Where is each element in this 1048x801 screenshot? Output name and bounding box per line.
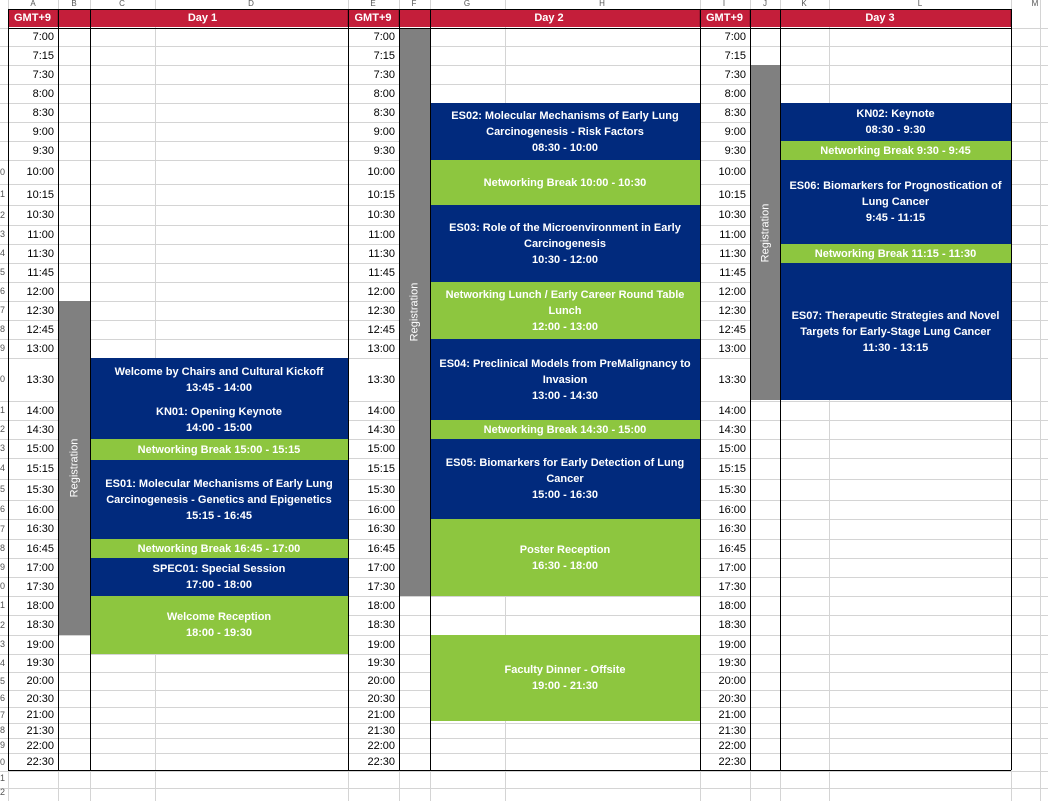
session-title: Networking Break 10:00 - 10:30 (483, 176, 647, 189)
session-time: 15:15 - 16:45 (185, 509, 253, 522)
row-number: 3 (0, 639, 6, 649)
column-border (348, 9, 349, 770)
row-number: 6 (0, 693, 6, 703)
day2-session-block[interactable] (430, 205, 700, 282)
time-slot: 12:45 (367, 323, 395, 336)
day2-session-block[interactable] (430, 339, 700, 420)
row-number: 7 (0, 524, 6, 534)
row-number: 5 (0, 267, 6, 277)
time-slot: 16:45 (367, 542, 395, 555)
column-letter: I (722, 0, 726, 8)
session-title: Welcome Reception (166, 611, 272, 623)
time-slot: 17:00 (718, 561, 746, 574)
time-slot: 7:15 (724, 49, 746, 62)
row-number: 6 (0, 504, 6, 514)
time-slot: 11:30 (27, 247, 54, 260)
time-slot: 12:00 (367, 285, 395, 298)
time-slot: 21:00 (367, 709, 395, 721)
day3-session-block[interactable] (780, 160, 1011, 244)
session-time: 14:00 - 15:00 (185, 422, 253, 434)
session-title: ES03: Role of the Microenvironment in Early Carcinogenesis (449, 221, 681, 250)
row-border (8, 9, 1011, 10)
time-slot: 9:30 (32, 144, 54, 157)
row-border (8, 28, 1011, 29)
time-slot: 15:15 (26, 462, 54, 475)
day3-session-block[interactable] (780, 103, 1011, 141)
day1-session-block[interactable] (90, 401, 348, 439)
session-title: Poster Reception (519, 543, 611, 556)
header-gmt-day1: GMT+9 (8, 9, 58, 27)
column-letter: D (248, 0, 254, 8)
time-slot: 9:30 (724, 144, 746, 157)
time-slot: 20:30 (367, 692, 395, 705)
session-time: 16:30 - 18:00 (531, 559, 599, 572)
row-number: 8 (0, 543, 6, 553)
session-time: 18:00 - 19:30 (185, 627, 253, 639)
column-border (700, 9, 701, 770)
time-slot: 21:30 (718, 724, 746, 737)
time-slot: 9:00 (724, 125, 746, 138)
registration-label: Registration (759, 203, 772, 262)
session-title: ES01: Molecular Mechanisms of Early Lung Carcinogenesis - Genetics and Epigenetics (105, 477, 333, 506)
row-number: 2 (0, 424, 6, 434)
column-border (58, 9, 59, 770)
time-slot: 14:00 (26, 404, 54, 417)
day3-session-block[interactable] (780, 263, 1011, 400)
row-number: 0 (0, 581, 6, 591)
time-slot: 20:00 (26, 675, 54, 687)
session-time: 15:00 - 16:30 (531, 489, 599, 501)
time-slot: 18:00 (26, 599, 54, 612)
time-slot: 18:30 (367, 619, 395, 631)
column-border (399, 9, 400, 770)
time-slot: 7:30 (373, 68, 395, 81)
time-slot: 22:30 (26, 756, 54, 768)
time-slot: 18:30 (718, 619, 746, 631)
header-day2: Day 2 (399, 9, 700, 27)
row-number: 9 (0, 740, 6, 750)
time-slot: 8:30 (32, 106, 54, 119)
day2-session-block[interactable] (430, 420, 700, 439)
time-slot: 7:00 (32, 31, 54, 43)
column-letter: K (801, 0, 807, 8)
session-title: KN01: Opening Keynote (156, 406, 282, 418)
column-letter: M (1031, 0, 1039, 8)
session-title: Welcome by Chairs and Cultural Kickoff (114, 365, 324, 378)
time-slot: 8:30 (373, 106, 395, 119)
time-slot: 17:30 (26, 580, 54, 593)
day2-session-block[interactable] (430, 103, 700, 160)
time-slot: 19:30 (718, 657, 746, 669)
registration-bar (399, 28, 430, 596)
day2-session-block[interactable] (430, 160, 700, 205)
column-border (8, 9, 9, 770)
time-slot: 20:30 (718, 692, 746, 705)
time-slot: 15:00 (367, 442, 395, 455)
header-gmt-day2: GMT+9 (348, 9, 399, 27)
column-border (750, 9, 751, 770)
row-number: 4 (0, 463, 6, 473)
session-time: 19:00 - 21:30 (531, 680, 599, 692)
time-slot: 13:30 (718, 373, 746, 386)
time-slot: 15:30 (718, 483, 746, 496)
time-slot: 16:30 (26, 523, 54, 535)
time-slot: 19:00 (718, 638, 746, 651)
time-slot: 12:00 (26, 285, 54, 298)
row-number: 1 (0, 773, 6, 783)
header-gmt-day3: GMT+9 (700, 9, 750, 27)
time-slot: 12:00 (718, 285, 746, 298)
time-slot: 17:30 (718, 580, 746, 593)
time-slot: 20:30 (26, 692, 54, 705)
time-slot: 14:30 (718, 423, 746, 436)
time-slot: 15:30 (26, 483, 54, 496)
time-slot: 13:30 (26, 373, 54, 386)
session-time: 08:30 - 10:00 (531, 141, 599, 154)
time-slot: 15:30 (367, 483, 395, 496)
column-letter: H (599, 0, 605, 8)
row-number: 0 (0, 374, 6, 384)
time-slot: 7:15 (373, 49, 395, 62)
session-title: Networking Break 16:45 - 17:00 (137, 542, 301, 555)
day2-session-block[interactable] (430, 635, 700, 721)
row-number: 5 (0, 676, 6, 686)
day1-session-block[interactable] (90, 460, 348, 539)
time-slot: 16:00 (367, 503, 395, 516)
time-slot: 8:00 (32, 87, 54, 100)
session-title: ES07: Therapeutic Strategies and Novel Targets for Early-Stage Lung Cancer (791, 309, 1000, 338)
column-border (1011, 9, 1012, 770)
time-slot: 10:15 (718, 188, 746, 201)
time-slot: 9:00 (373, 125, 395, 138)
session-title: Networking Break 14:30 - 15:00 (483, 423, 647, 436)
time-slot: 21:30 (26, 724, 54, 737)
session-title: Networking Break 15:00 - 15:15 (137, 443, 301, 456)
time-slot: 14:00 (718, 404, 746, 417)
row-number: 8 (0, 324, 6, 334)
column-letter: L (917, 0, 923, 8)
column-letter: B (71, 0, 77, 8)
session-title: ES04: Preclinical Models from PreMalignancy to Invasion (439, 357, 691, 386)
session-title: Networking Break 11:15 - 11:30 (814, 247, 977, 260)
row-number: 7 (0, 710, 6, 720)
column-border (780, 9, 781, 770)
session-title: ES05: Biomarkers for Early Detection of Lung Cancer (445, 457, 685, 485)
time-slot: 7:00 (724, 31, 746, 43)
time-slot: 21:00 (718, 709, 746, 721)
time-slot: 22:00 (718, 739, 746, 752)
session-time: 13:45 - 14:00 (185, 381, 253, 394)
time-slot: 7:15 (32, 49, 54, 62)
time-slot: 20:00 (718, 675, 746, 687)
time-slot: 14:00 (367, 404, 395, 417)
time-slot: 10:00 (718, 166, 746, 178)
time-slot: 22:30 (367, 756, 395, 768)
time-slot: 12:45 (26, 323, 54, 336)
time-slot: 12:30 (718, 304, 746, 317)
row-number: 0 (0, 167, 6, 177)
row-number: 2 (0, 787, 6, 797)
day2-session-block[interactable] (430, 282, 700, 339)
time-slot: 18:30 (26, 619, 54, 631)
day2-session-block[interactable] (430, 439, 700, 519)
time-slot: 13:30 (367, 373, 395, 386)
time-slot: 19:00 (26, 638, 54, 651)
time-slot: 17:00 (367, 561, 395, 574)
row-number: 9 (0, 343, 6, 353)
row-number: 1 (0, 600, 6, 610)
time-slot: 19:00 (367, 638, 395, 651)
time-slot: 10:00 (26, 166, 54, 178)
row-number: 4 (0, 658, 6, 668)
time-slot: 11:45 (368, 266, 395, 279)
row-number: 1 (0, 189, 6, 199)
time-slot: 11:00 (27, 228, 54, 241)
day3-session-block[interactable] (780, 244, 1011, 263)
time-slot: 11:00 (368, 228, 395, 241)
session-title: KN02: Keynote (856, 108, 935, 120)
row-number: 7 (0, 305, 6, 315)
column-letter: F (411, 0, 417, 8)
day2-session-block[interactable] (430, 519, 700, 596)
time-slot: 13:00 (367, 342, 395, 355)
session-title: ES02: Molecular Mechanisms of Early Lung Carcinogenesis - Risk Factors (451, 109, 679, 138)
column-border (90, 9, 91, 770)
time-slot: 10:00 (367, 166, 395, 178)
time-slot: 12:30 (367, 304, 395, 317)
row-number: 6 (0, 286, 6, 296)
time-slot: 22:00 (26, 739, 54, 752)
row-number: 3 (0, 443, 6, 453)
time-slot: 14:30 (26, 423, 54, 436)
time-slot: 17:30 (367, 580, 395, 593)
time-slot: 16:45 (718, 542, 746, 555)
time-slot: 11:30 (719, 247, 746, 260)
day1-session-block[interactable] (90, 558, 348, 596)
row-number: 0 (0, 757, 6, 767)
time-slot: 16:30 (367, 523, 395, 535)
time-slot: 19:30 (26, 657, 54, 669)
registration-bar (750, 65, 780, 400)
time-slot: 7:30 (32, 68, 54, 81)
time-slot: 20:00 (367, 675, 395, 687)
time-slot: 7:00 (373, 31, 395, 43)
time-slot: 11:45 (719, 266, 746, 279)
column-letter: C (119, 0, 125, 8)
column-letter: G (463, 0, 471, 8)
time-slot: 21:30 (367, 724, 395, 737)
time-slot: 16:30 (718, 523, 746, 535)
time-slot: 10:30 (367, 209, 395, 221)
registration-label: Registration (68, 438, 81, 498)
row-number: 3 (0, 229, 6, 239)
time-slot: 8:00 (373, 87, 395, 100)
time-slot: 10:30 (718, 209, 746, 221)
session-time: 11:30 - 13:15 (862, 341, 929, 354)
time-slot: 8:30 (724, 106, 746, 119)
row-number: 1 (0, 405, 6, 415)
time-slot: 19:30 (367, 657, 395, 669)
day1-session-block[interactable] (90, 596, 348, 654)
registration-label: Registration (408, 282, 421, 342)
session-title: SPEC01: Special Session (152, 563, 286, 575)
time-slot: 15:00 (26, 442, 54, 455)
day3-session-block[interactable] (780, 141, 1011, 160)
time-slot: 13:00 (26, 342, 54, 355)
time-slot: 11:30 (368, 247, 395, 260)
row-number: 2 (0, 210, 6, 220)
column-letter: E (370, 0, 376, 8)
time-slot: 11:00 (719, 228, 746, 241)
session-time: 17:00 - 18:00 (185, 579, 253, 591)
column-border (430, 9, 431, 770)
time-slot: 16:00 (718, 503, 746, 516)
time-slot: 15:00 (718, 442, 746, 455)
session-time: 9:45 - 11:15 (865, 212, 926, 224)
session-title: ES06: Biomarkers for Prognostication of Lung Cancer (789, 180, 1002, 208)
time-slot: 13:00 (718, 342, 746, 355)
time-slot: 22:30 (718, 756, 746, 768)
day1-session-block[interactable] (90, 539, 348, 558)
time-slot: 10:15 (26, 188, 54, 201)
day1-session-block[interactable] (90, 358, 348, 401)
registration-bar (58, 301, 90, 635)
time-slot: 12:45 (718, 323, 746, 336)
time-slot: 10:30 (26, 209, 54, 221)
time-slot: 22:00 (367, 739, 395, 752)
session-title: Faculty Dinner - Offsite (504, 664, 626, 676)
time-slot: 15:15 (367, 462, 395, 475)
session-time: 10:30 - 12:00 (531, 253, 599, 266)
time-slot: 11:45 (27, 266, 54, 279)
time-slot: 12:30 (26, 304, 54, 317)
row-border (8, 770, 1011, 771)
time-slot: 16:00 (26, 503, 54, 516)
time-slot: 9:00 (32, 125, 54, 138)
row-number: 9 (0, 562, 6, 572)
session-title: Networking Lunch / Early Career Round Table Lunch (445, 288, 685, 317)
time-slot: 10:15 (367, 188, 395, 201)
session-time: 08:30 - 9:30 (865, 124, 926, 136)
time-slot: 7:30 (724, 68, 746, 81)
column-letter: A (30, 0, 36, 8)
session-time: 12:00 - 13:00 (531, 320, 599, 333)
day1-session-block[interactable] (90, 439, 348, 460)
row-number: 2 (0, 620, 6, 630)
row-number: 8 (0, 725, 6, 735)
time-slot: 18:00 (718, 599, 746, 612)
time-slot: 14:30 (367, 423, 395, 436)
row-number: 5 (0, 484, 6, 494)
header-day1: Day 1 (58, 9, 348, 27)
time-slot: 17:00 (26, 561, 54, 574)
time-slot: 8:00 (724, 87, 746, 100)
column-letter: J (763, 0, 767, 8)
header-day3: Day 3 (750, 9, 1011, 27)
time-slot: 9:30 (373, 144, 395, 157)
session-title: Networking Break 9:30 - 9:45 (820, 144, 971, 157)
time-slot: 15:15 (718, 462, 746, 475)
session-time: 13:00 - 14:30 (531, 389, 599, 402)
row-number: 4 (0, 248, 6, 258)
time-slot: 21:00 (26, 709, 54, 721)
time-slot: 16:45 (26, 542, 54, 555)
time-slot: 18:00 (367, 599, 395, 612)
